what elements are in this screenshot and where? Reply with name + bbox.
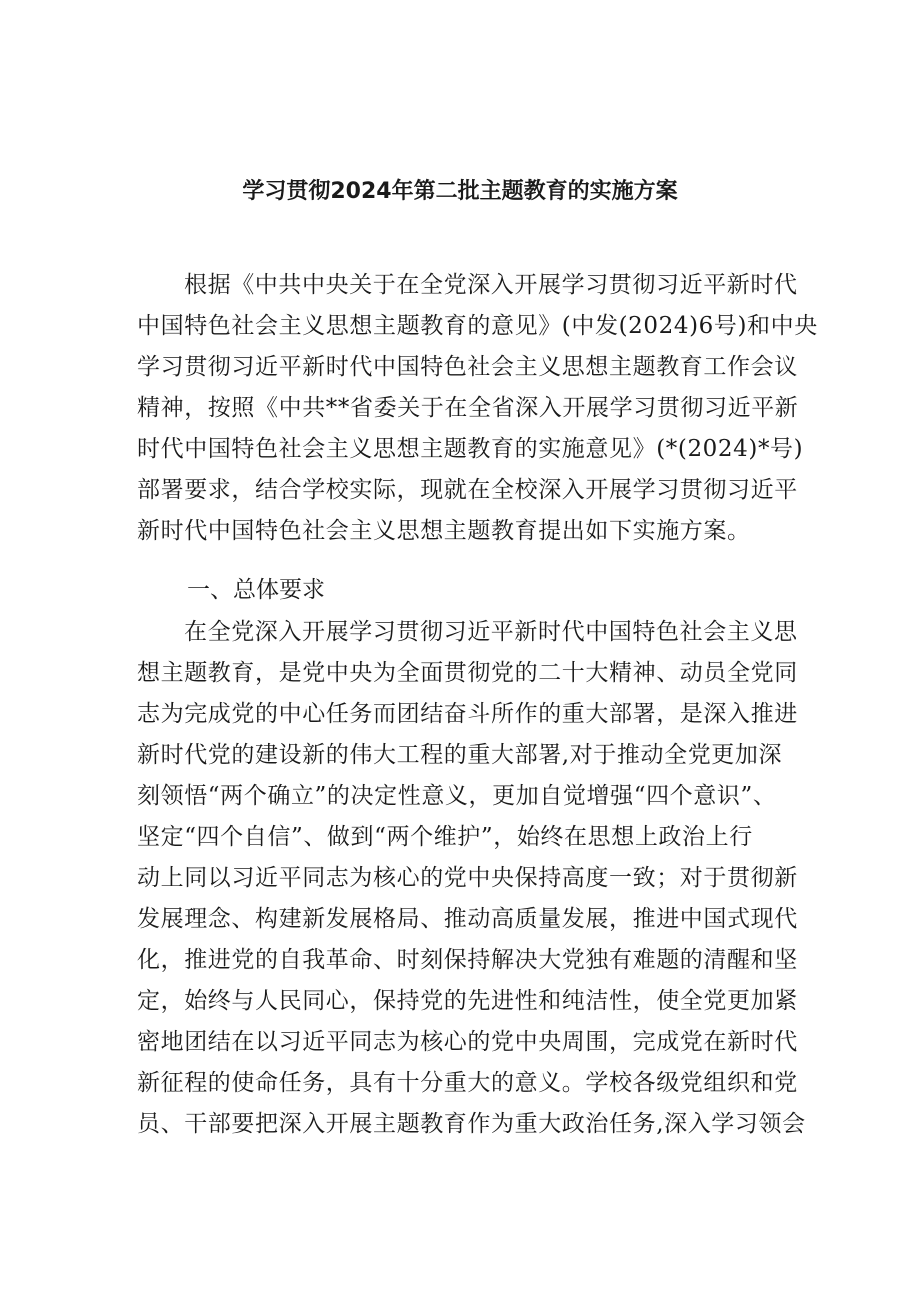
section-heading: 一、总体要求 xyxy=(187,577,325,603)
paragraph-line: 学习贯彻习近平新时代中国特色社会主义思想主题教育工作会议 xyxy=(137,354,798,380)
paragraph-line: 想主题教育，是党中央为全面贯彻党的二十大精神、动员全党同 xyxy=(137,660,798,686)
paragraph-line: 时代中国特色社会主义思想主题教育的实施意见》(*(2024)*号) xyxy=(137,436,804,462)
paragraph-line: 定，始终与人民同心，保持党的先进性和纯洁性，使全党更加紧 xyxy=(137,988,798,1014)
paragraph-line: 新征程的使命任务，具有十分重大的意义。学校各级党组织和党 xyxy=(137,1070,798,1096)
section-paragraph xyxy=(0,612,806,1145)
paragraph-line: 员、干部要把深入开展主题教育作为重大政治任务,深入学习领会 xyxy=(137,1111,806,1137)
paragraph-line: 发展理念、构建新发展格局、推动高质量发展，推进中国式现代 xyxy=(137,906,798,932)
paragraph-line: 坚定“四个自信”、做到“两个维护”，始终在思想上政治上行 xyxy=(137,824,753,850)
document-title: 学习贯彻2024年第二批主题教育的实施方案 xyxy=(242,179,678,204)
paragraph-line: 新时代中国特色社会主义思想主题教育提出如下实施方案。 xyxy=(137,518,751,544)
paragraph-line: 密地团结在以习近平同志为核心的党中央周围，完成党在新时代 xyxy=(137,1029,798,1055)
paragraph-line: 刻领悟“两个确立”的决定性意义，更加自觉增强“四个意识”、 xyxy=(137,783,777,809)
paragraph-line: 精神，按照《中共**省委关于在全省深入开展学习贯彻习近平新 xyxy=(137,395,799,421)
paragraph-line: 动上同以习近平同志为核心的党中央保持高度一致；对于贯彻新 xyxy=(137,865,798,891)
intro-paragraph xyxy=(0,265,818,552)
paragraph-line: 化，推进党的自我革命、时刻保持解决大党独有难题的清醒和坚 xyxy=(137,947,798,973)
paragraph-line: 新时代党的建设新的伟大工程的重大部署,对于推动全党更加深 xyxy=(137,742,783,768)
paragraph-line: 中国特色社会主义思想主题教育的意见》(中发(2024)6号)和中央 xyxy=(137,313,818,339)
paragraph-line: 根据《中共中央关于在全党深入开展学习贯彻习近平新时代 xyxy=(184,272,798,298)
paragraph-line: 志为完成党的中心任务而团结奋斗所作的重大部署，是深入推进 xyxy=(137,701,798,727)
paragraph-line: 在全党深入开展学习贯彻习近平新时代中国特色社会主义思 xyxy=(184,619,798,645)
paragraph-line: 部署要求，结合学校实际，现就在全校深入开展学习贯彻习近平 xyxy=(137,477,798,503)
